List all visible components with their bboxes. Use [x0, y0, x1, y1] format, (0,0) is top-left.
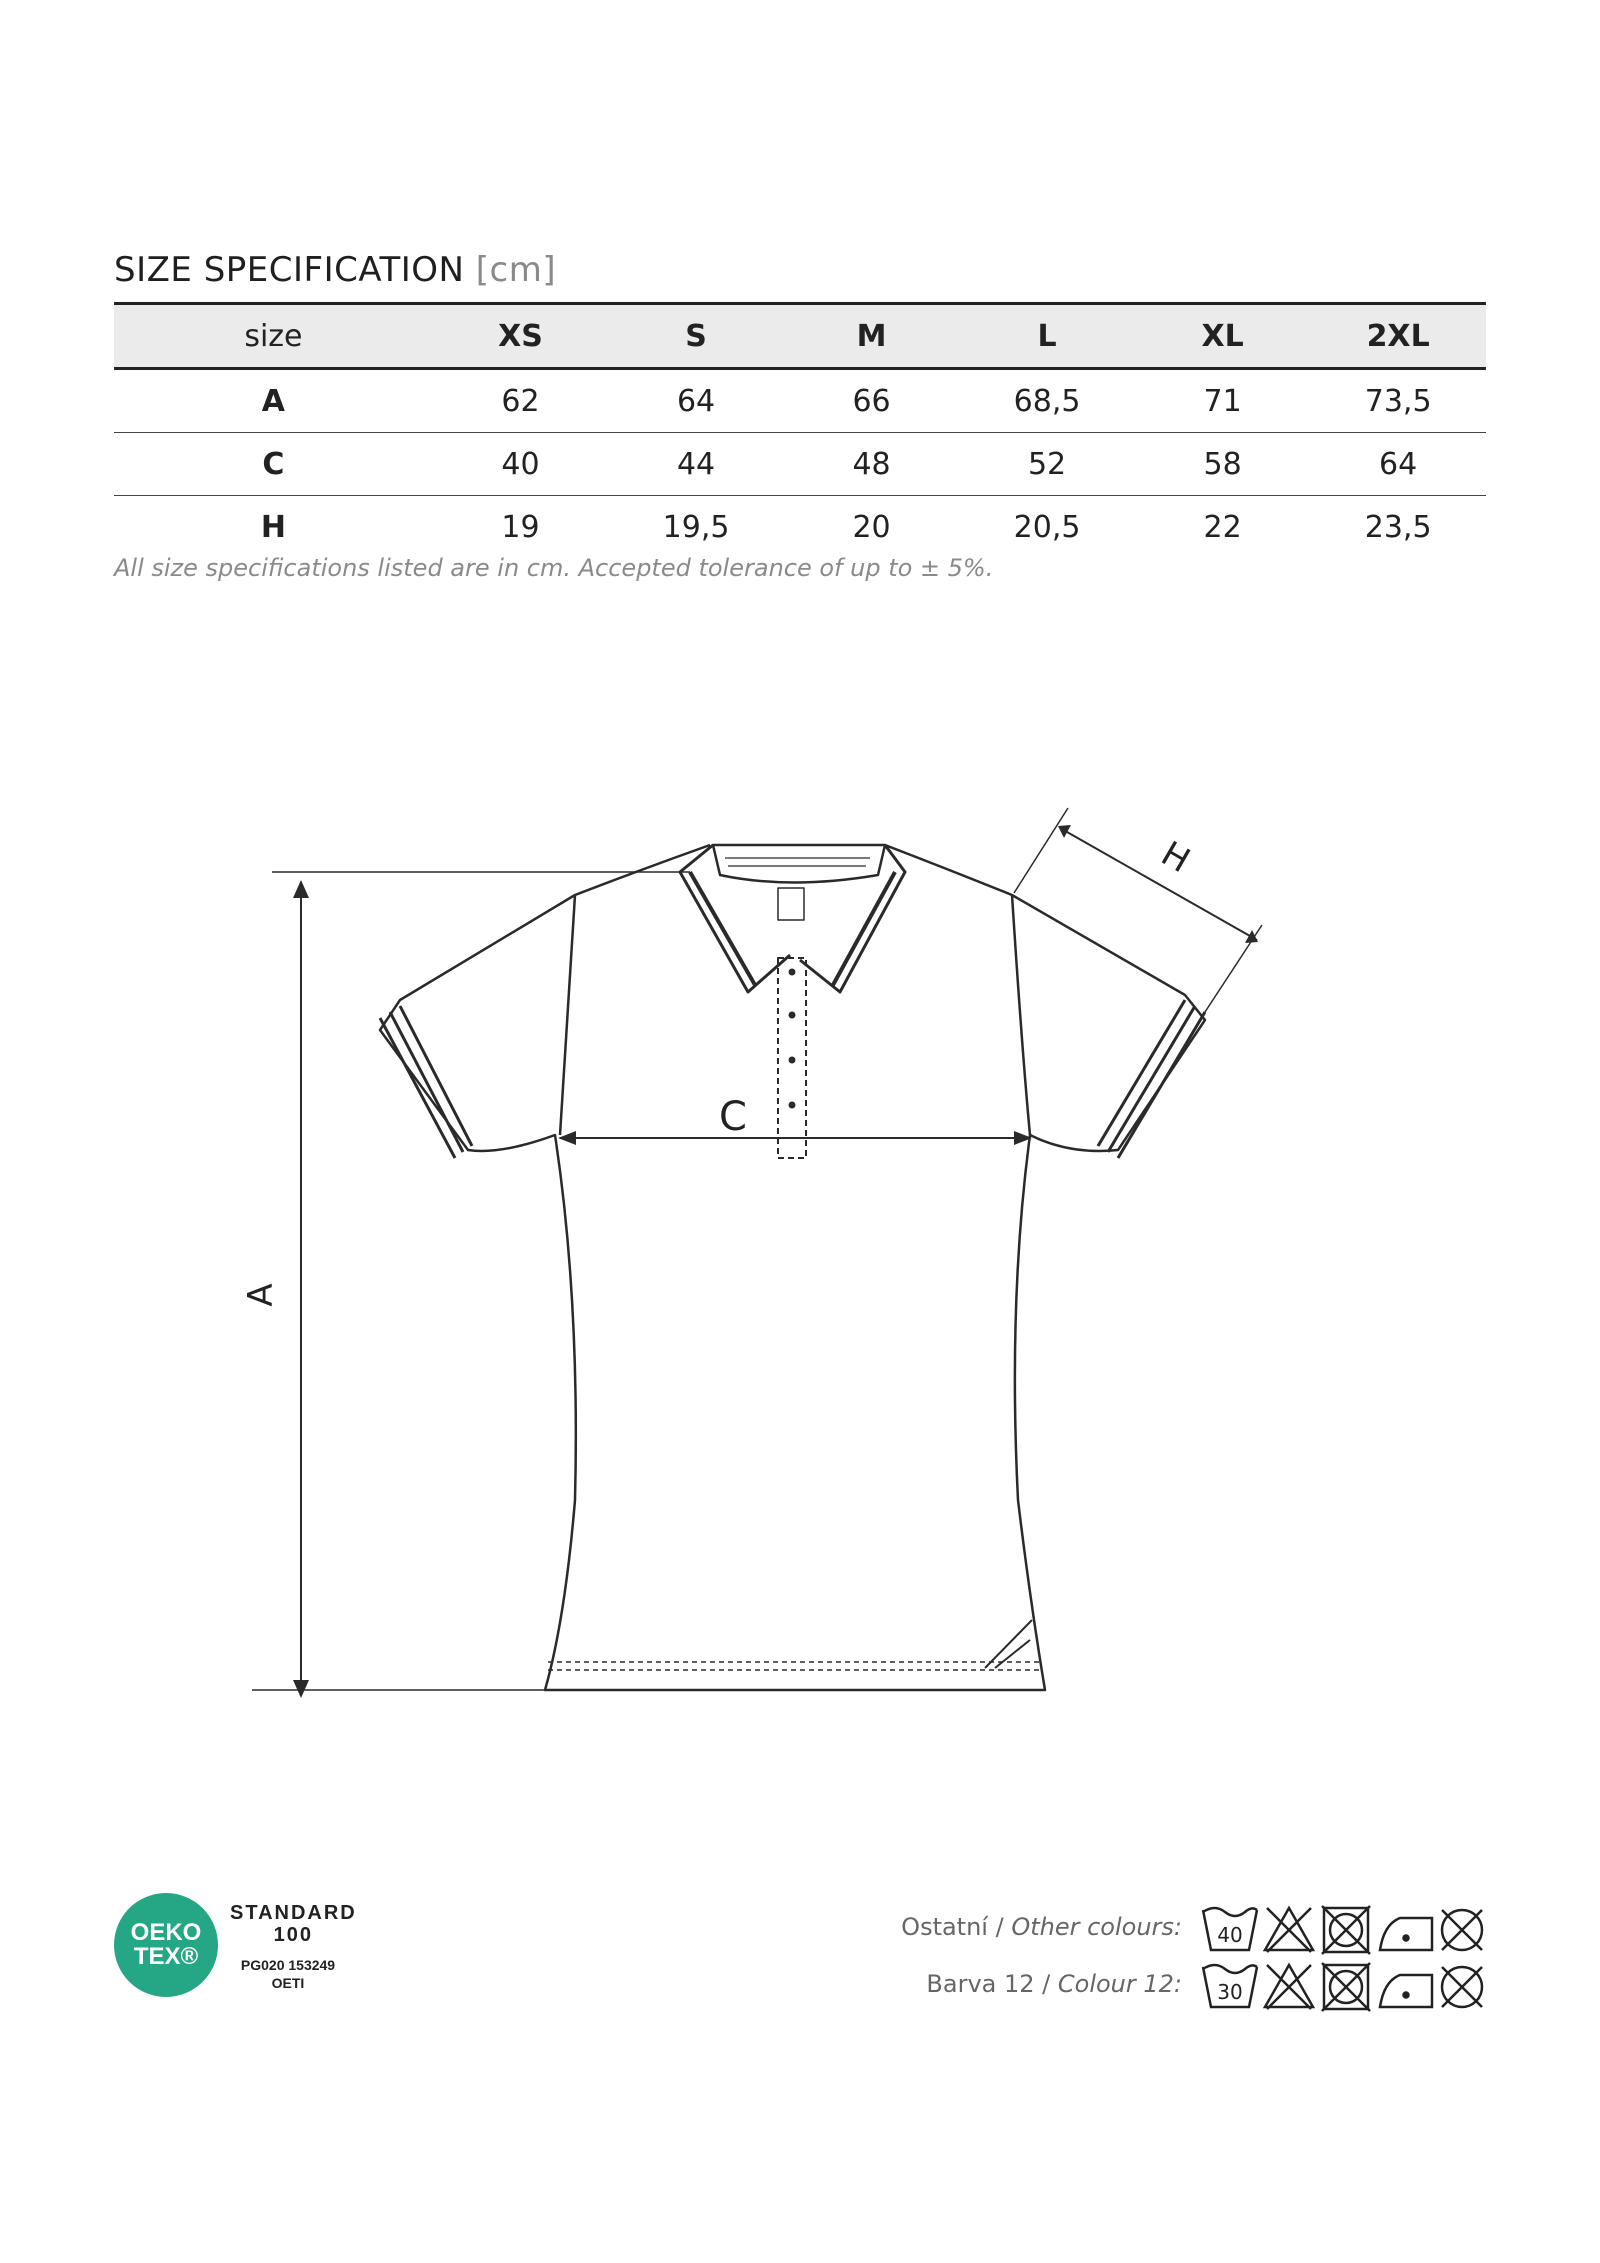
standard-label [230, 1902, 357, 1946]
header-cell: L [959, 304, 1135, 369]
table-cell: 40 [433, 433, 608, 496]
oeko-logo-line2: TEX® [133, 1943, 199, 1970]
cert-line1: PG020 153249 [240, 1957, 336, 1973]
standard-line2: 100 [273, 1924, 314, 1946]
table-cell: 19,5 [662, 509, 730, 545]
no-bleach-icon [1265, 1965, 1313, 2009]
dimension-label-h: H [1154, 833, 1197, 882]
wash-30-icon [1203, 1965, 1257, 2007]
table-cell: 58 [1135, 433, 1310, 496]
table-cell: 20 [852, 509, 891, 545]
table-cell: 64 [1310, 433, 1486, 496]
button [789, 969, 796, 976]
certificate-number [236, 1956, 340, 1992]
page-title [114, 250, 556, 290]
title-main: SIZE SPECIFICATION [114, 250, 465, 290]
header-cell: S [608, 304, 784, 369]
header-cell: XS [433, 304, 608, 369]
wash-temp-40: 40 [1217, 1923, 1243, 1947]
header-cell: M [784, 304, 959, 369]
collar-tip-left [690, 872, 755, 985]
side-vent [985, 1620, 1032, 1668]
armhole-seam-left [560, 895, 575, 1135]
table-cell: 52 [959, 433, 1135, 496]
table-cell: 23,5 [1364, 509, 1432, 545]
dimension-label-c: C [719, 1094, 747, 1140]
table-cell: 62 [433, 369, 608, 433]
care-label-plain: Barva 12 / [926, 1970, 1058, 1998]
title-unit: [cm] [475, 250, 557, 290]
table-header-row [114, 304, 1486, 369]
brand-label [778, 888, 804, 920]
armhole-seam-right [1012, 895, 1030, 1135]
table-cell: 68,5 [959, 369, 1135, 433]
extension-line-h1 [1014, 808, 1068, 893]
iron-low-icon [1380, 1975, 1432, 2007]
arrowhead [293, 1680, 309, 1698]
row-label: C [114, 433, 433, 496]
no-dry-clean-icon [1442, 1967, 1482, 2007]
size-table [114, 302, 1486, 558]
oeko-tex-logo [114, 1893, 218, 1997]
table-row [114, 433, 1486, 496]
header-cell: 2XL [1310, 304, 1486, 369]
care-label-plain: Ostatní / [901, 1913, 1012, 1941]
tolerance-note: All size specifications listed are in cm. Accepted tolerance of up to ± 5%. [114, 554, 994, 582]
care-label-colour12 [926, 1970, 1182, 1998]
dimension-label-a: A [241, 1283, 281, 1307]
oeko-logo-line1: OEKO [130, 1919, 202, 1946]
care-label-italic: Other colours: [1011, 1913, 1182, 1941]
header-cell: XL [1135, 304, 1310, 369]
cert-line2: OETI [271, 1975, 305, 1991]
button [789, 1102, 796, 1109]
collar-band [713, 845, 885, 883]
table-cell: 66 [784, 369, 959, 433]
table-row [114, 369, 1486, 433]
table-cell: 73,5 [1310, 369, 1486, 433]
care-symbols-colour12 [1200, 1957, 1490, 2019]
care-label-other [901, 1913, 1182, 1941]
table-cell: 44 [608, 433, 784, 496]
no-tumble-dry-icon [1322, 1963, 1370, 2011]
table-cell: 48 [784, 433, 959, 496]
table-cell: 64 [608, 369, 784, 433]
care-symbols-other [1200, 1900, 1490, 1962]
arrowhead [293, 880, 309, 898]
standard-line1: STANDARD [230, 1902, 357, 1924]
wash-40-icon [1203, 1908, 1257, 1950]
polo-shirt-drawing [0, 780, 1600, 1720]
no-dry-clean-icon [1442, 1910, 1482, 1950]
table-cell: 71 [1135, 369, 1310, 433]
table-cell: 19 [501, 509, 540, 545]
arrowhead [1058, 825, 1071, 838]
hem-stitch [548, 1662, 1040, 1670]
button [789, 1012, 796, 1019]
button [789, 1057, 796, 1064]
care-label-italic: Colour 12: [1057, 1970, 1182, 1998]
row-label: A [114, 369, 433, 433]
cuff-right [1098, 1000, 1205, 1158]
table-cell: 20,5 [1013, 509, 1081, 545]
table-row [114, 496, 1486, 559]
row-label: H [260, 509, 286, 545]
no-tumble-dry-icon [1322, 1906, 1370, 1954]
header-cell: size [114, 304, 433, 369]
dimension-line-h [1060, 828, 1257, 940]
wash-temp-30: 30 [1217, 1980, 1243, 2004]
collar-tip-right [833, 872, 895, 985]
table-cell: 22 [1203, 509, 1242, 545]
iron-low-icon [1380, 1918, 1432, 1950]
no-bleach-icon [1265, 1908, 1313, 1952]
extension-line-h2 [1205, 925, 1262, 1012]
